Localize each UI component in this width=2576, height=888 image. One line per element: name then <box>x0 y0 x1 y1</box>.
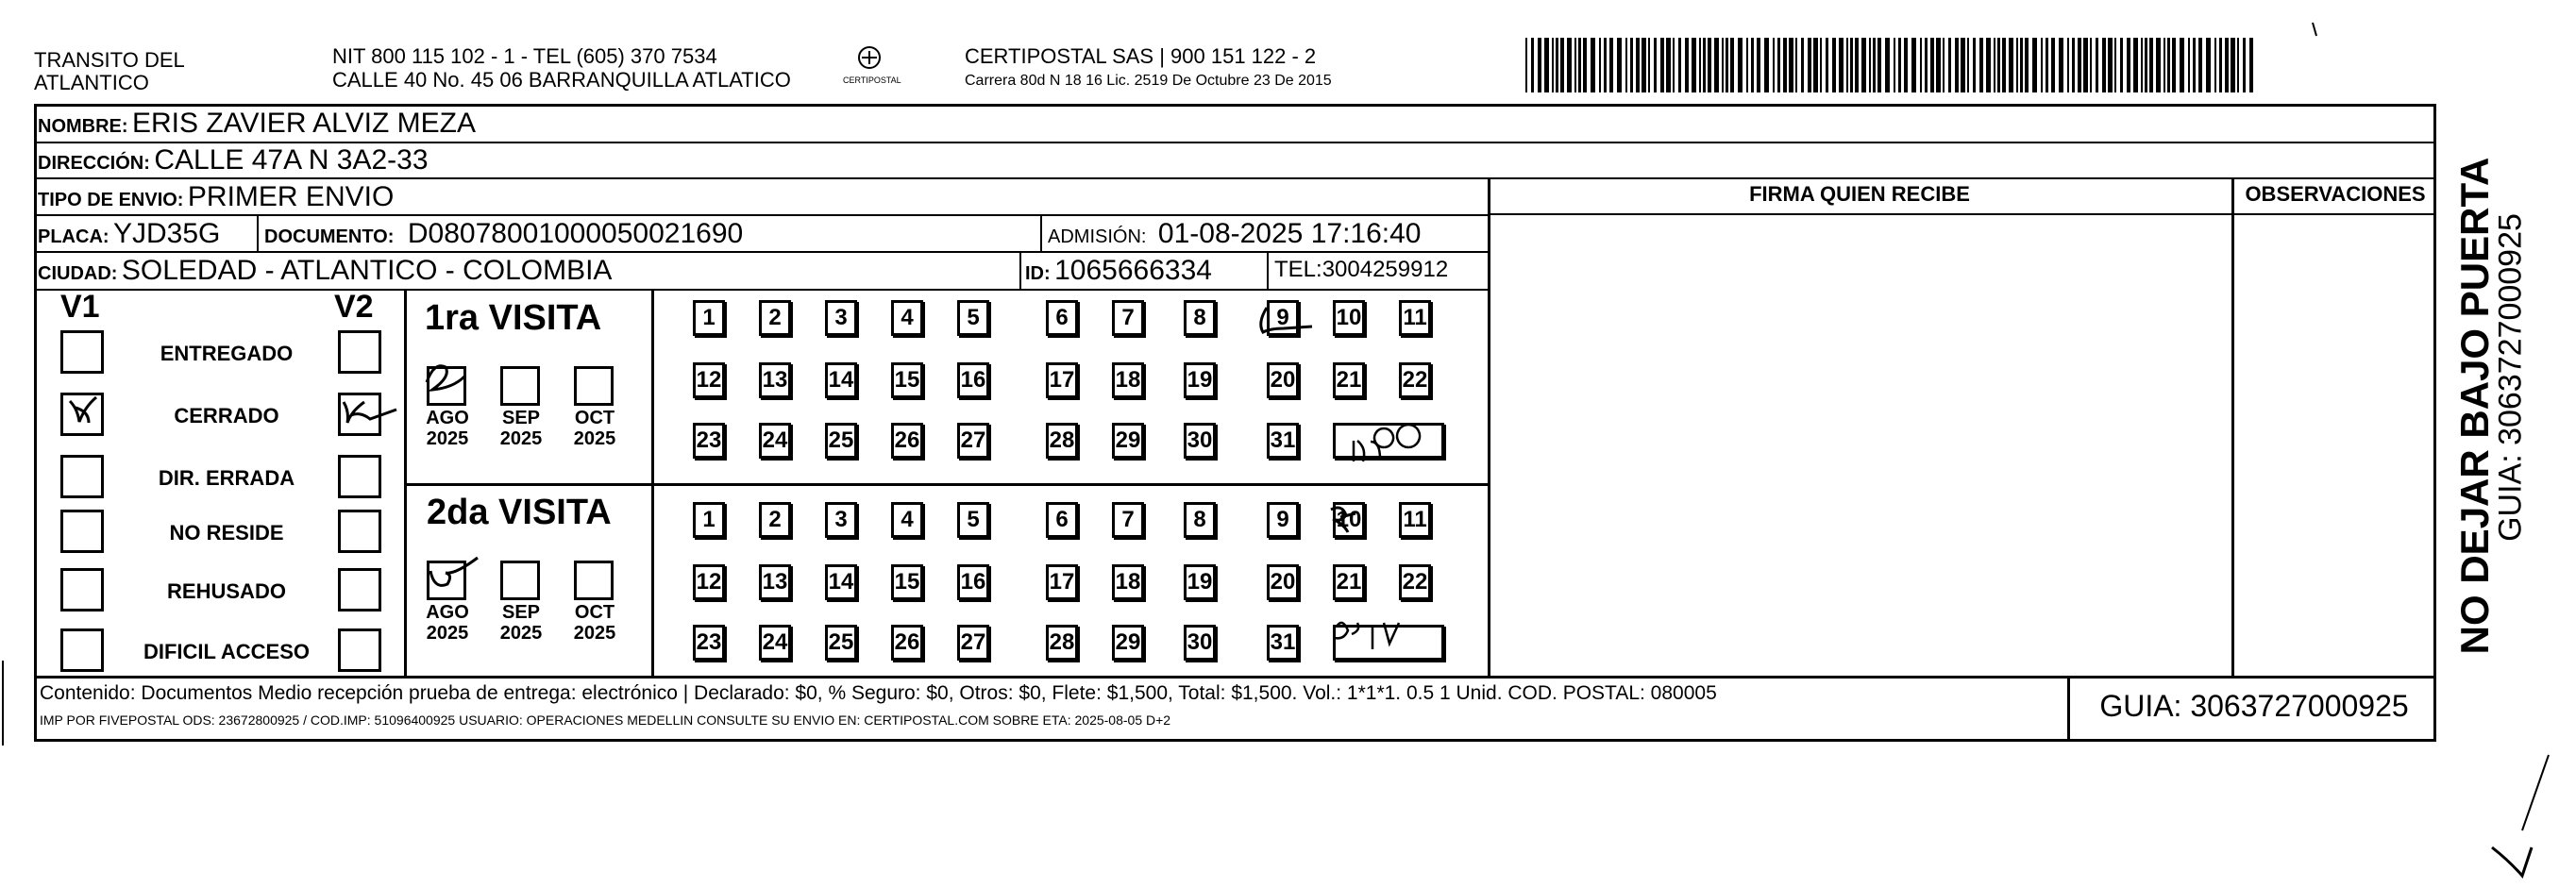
day-checkbox[interactable]: 7 <box>1112 300 1144 336</box>
day-checkbox[interactable]: 11 <box>1399 502 1431 538</box>
day-checkbox[interactable]: 11 <box>1399 300 1431 336</box>
print-line: IMP POR FIVEPOSTAL ODS: 23672800925 / COD.IMP: 51096400925 USUARIO: OPERACIONES MEDELLIN CONSULTE SU ENVIO EN: CERTIPOSTAL.COM SOBRE ETA: 2025-08-05 D+2 <box>40 712 1171 728</box>
send-type-label: TIPO DE ENVIO: <box>38 190 184 210</box>
content-line: Contenido: Documentos Medio recepción prueba de entrega: electrónico | Declarado: $0, % Seguro: $0, Otros: $0, Flete: $1,500, Total: $1,500. Vol.: 1*1*1. 0.5 1 Unid. COD. POSTAL: 080005 <box>40 682 1717 704</box>
name-label: NOMBRE: <box>38 116 128 137</box>
day-checkbox[interactable]: 25 <box>825 625 857 661</box>
month-label: OCT 2025 <box>573 408 616 449</box>
side-guia <box>2492 132 2530 661</box>
day-checkbox[interactable]: 17 <box>1046 564 1078 600</box>
id-label: ID: <box>1025 263 1051 284</box>
day-checkbox[interactable]: 19 <box>1184 564 1216 600</box>
plate-value: YJD35G <box>113 218 221 249</box>
status-option-label: NO RESIDE <box>169 521 284 545</box>
day-checkbox[interactable]: 31 <box>1267 423 1299 459</box>
day-checkbox[interactable]: 27 <box>957 625 989 661</box>
courier-line-1: CERTIPOSTAL SAS | 900 151 122 - 2 <box>965 44 1317 68</box>
day-checkbox[interactable]: 3 <box>825 300 857 336</box>
day-checkbox[interactable]: 10 <box>1333 502 1365 538</box>
day-checkbox[interactable]: 24 <box>759 625 791 661</box>
day-checkbox[interactable]: 15 <box>891 362 923 398</box>
admission-label: ADMISIÓN: <box>1048 226 1147 247</box>
day-checkbox[interactable]: 30 <box>1184 625 1216 661</box>
company-name: TRANSITO DEL ATLANTICO <box>34 48 184 94</box>
day-checkbox[interactable]: 1 <box>693 300 725 336</box>
day-checkbox[interactable]: 20 <box>1267 564 1299 600</box>
address-line: CALLE 40 No. 45 06 BARRANQUILLA ATLATICO <box>332 68 791 92</box>
day-checkbox[interactable]: 27 <box>957 423 989 459</box>
v2-label: V2 <box>334 289 374 325</box>
day-checkbox[interactable]: 23 <box>693 423 725 459</box>
day-checkbox[interactable]: 29 <box>1112 423 1144 459</box>
status-option-label: ENTREGADO <box>160 342 294 365</box>
day-checkbox[interactable]: 12 <box>693 564 725 600</box>
month-label: OCT 2025 <box>573 602 616 644</box>
day-checkbox[interactable]: 24 <box>759 423 791 459</box>
day-checkbox[interactable]: 23 <box>693 625 725 661</box>
day-checkbox[interactable]: 12 <box>693 362 725 398</box>
certipostal-logo: CERTIPOSTAL <box>843 43 900 92</box>
day-checkbox[interactable]: 9 <box>1267 502 1299 538</box>
receiver-signature-label: FIRMA QUIEN RECIBE <box>1749 182 1970 206</box>
second-visit-label: 2da VISITA <box>427 493 612 532</box>
day-checkbox[interactable]: 8 <box>1184 300 1216 336</box>
nit-line: NIT 800 115 102 - 1 - TEL (605) 370 7534 <box>332 44 717 68</box>
month-label: AGO 2025 <box>426 408 469 449</box>
id-value: 1065666334 <box>1054 255 1212 286</box>
day-checkbox[interactable]: 4 <box>891 300 923 336</box>
day-checkbox[interactable]: 6 <box>1046 502 1078 538</box>
day-checkbox[interactable]: 4 <box>891 502 923 538</box>
day-checkbox[interactable]: 29 <box>1112 625 1144 661</box>
day-checkbox[interactable]: 13 <box>759 362 791 398</box>
day-checkbox[interactable]: 18 <box>1112 564 1144 600</box>
day-checkbox[interactable]: 8 <box>1184 502 1216 538</box>
status-option-label: DIFICIL ACCESO <box>143 640 310 663</box>
day-checkbox[interactable]: 16 <box>957 564 989 600</box>
day-checkbox[interactable]: 9 <box>1267 300 1299 336</box>
day-checkbox[interactable]: 21 <box>1333 362 1365 398</box>
day-checkbox[interactable]: 21 <box>1333 564 1365 600</box>
month-label: SEP 2025 <box>499 408 543 449</box>
day-checkbox[interactable]: 31 <box>1267 625 1299 661</box>
day-checkbox[interactable]: 5 <box>957 300 989 336</box>
city-label: CIUDAD: <box>38 263 118 284</box>
plate-label: PLACA: <box>38 226 109 247</box>
send-type-value: PRIMER ENVIO <box>187 181 395 212</box>
day-checkbox[interactable]: 7 <box>1112 502 1144 538</box>
side-guia-text: GUIA: 3063727000925 <box>2492 213 2529 542</box>
name-value: ERIS ZAVIER ALVIZ MEZA <box>132 108 476 139</box>
day-checkbox[interactable]: 14 <box>825 362 857 398</box>
day-checkbox[interactable]: 25 <box>825 423 857 459</box>
day-checkbox[interactable]: 22 <box>1399 564 1431 600</box>
day-checkbox[interactable]: 16 <box>957 362 989 398</box>
admission-value: 01-08-2025 17:16:40 <box>1157 218 1422 249</box>
month-label: AGO 2025 <box>426 602 469 644</box>
day-checkbox[interactable]: 18 <box>1112 362 1144 398</box>
city-value: SOLEDAD - ATLANTICO - COLOMBIA <box>121 255 613 286</box>
month-label: SEP 2025 <box>499 602 543 644</box>
status-option-label: CERRADO <box>174 404 279 427</box>
footer-guia: GUIA: 3063727000925 <box>2099 689 2409 723</box>
document-label: DOCUMENTO: <box>264 226 395 247</box>
day-checkbox[interactable]: 30 <box>1184 423 1216 459</box>
day-checkbox[interactable]: 26 <box>891 423 923 459</box>
day-checkbox[interactable]: 6 <box>1046 300 1078 336</box>
day-checkbox[interactable]: 28 <box>1046 423 1078 459</box>
day-checkbox[interactable]: 5 <box>957 502 989 538</box>
day-checkbox[interactable]: 13 <box>759 564 791 600</box>
courier-line-2: Carrera 80d N 18 16 Lic. 2519 De Octubre 23 De 2015 <box>965 73 1332 89</box>
address-label: DIRECCIÓN: <box>38 153 150 174</box>
tel-label: TEL: <box>1274 257 1322 282</box>
no-dejar-bajo-puerta: NO DEJAR BAJO PUERTA <box>2452 157 2497 655</box>
first-visit-label: 1ra VISITA <box>425 298 602 338</box>
status-option-label: DIR. ERRADA <box>158 466 295 490</box>
address-value: CALLE 47A N 3A2-33 <box>154 144 429 176</box>
day-checkbox[interactable]: 17 <box>1046 362 1078 398</box>
day-checkbox[interactable]: 14 <box>825 564 857 600</box>
observations-label: OBSERVACIONES <box>2245 182 2426 206</box>
tel-value: 3004259912 <box>1322 257 1449 282</box>
day-checkbox[interactable]: 1 <box>693 502 725 538</box>
document-value: D08078001000050021690 <box>407 218 744 249</box>
day-checkbox[interactable]: 10 <box>1333 300 1365 336</box>
day-checkbox[interactable]: 20 <box>1267 362 1299 398</box>
day-checkbox[interactable]: 19 <box>1184 362 1216 398</box>
day-checkbox[interactable]: 26 <box>891 625 923 661</box>
v1-label: V1 <box>60 289 100 325</box>
day-checkbox[interactable]: 22 <box>1399 362 1431 398</box>
day-checkbox[interactable]: 2 <box>759 502 791 538</box>
day-checkbox[interactable]: 15 <box>891 564 923 600</box>
day-checkbox[interactable]: 3 <box>825 502 857 538</box>
status-option-label: REHUSADO <box>167 579 286 603</box>
day-checkbox[interactable]: 28 <box>1046 625 1078 661</box>
day-checkbox[interactable]: 2 <box>759 300 791 336</box>
